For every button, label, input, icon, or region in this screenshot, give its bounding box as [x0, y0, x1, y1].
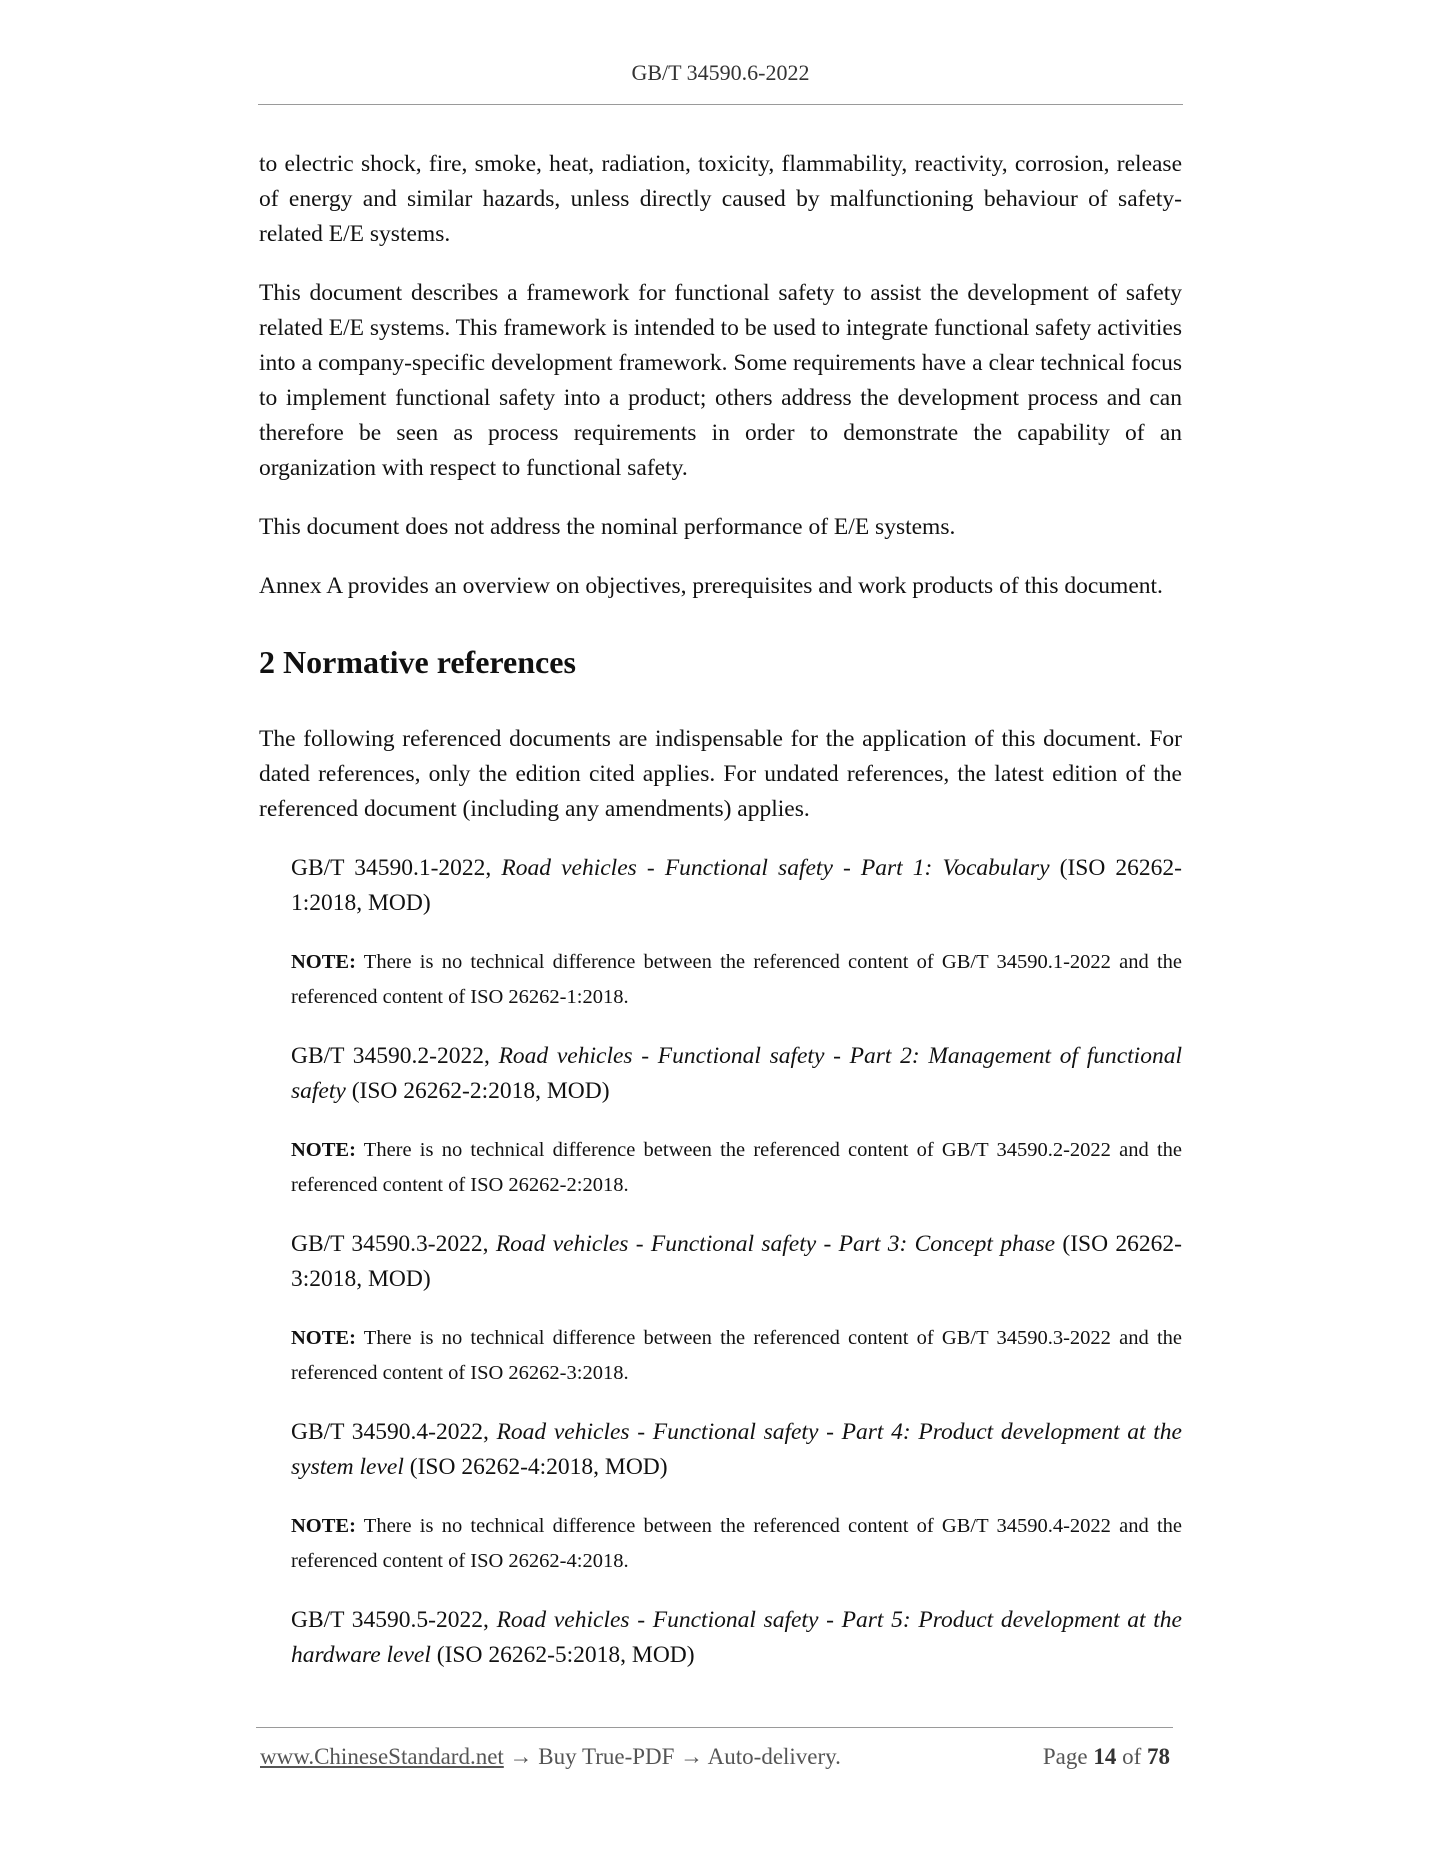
website-link[interactable]: www.ChineseStandard.net [260, 1744, 504, 1769]
reference-title: Road vehicles - Functional safety - Part 4: Product development at the system level [291, 1419, 1182, 1480]
reference-suffix: (ISO 26262-2:2018, MOD) [345, 1078, 610, 1104]
reference-code: GB/T 34590.3-2022, [291, 1231, 496, 1257]
reference-entry [291, 1039, 1182, 1109]
reference-suffix: (ISO 26262-5:2018, MOD) [430, 1642, 695, 1668]
reference-code: GB/T 34590.1-2022, [291, 855, 502, 881]
page-header-title: GB/T 34590.6-2022 [631, 60, 810, 85]
footer-promo-text: → Buy True-PDF → Auto-delivery. [503, 1744, 841, 1769]
document-body [259, 147, 1182, 1697]
note-text: There is no technical difference between the referenced content of GB/T 34590.4-2022 and the referenced content of ISO 26262-4:2018. [291, 1515, 1182, 1572]
reference-code: GB/T 34590.5-2022, [291, 1607, 497, 1633]
reference-suffix: (ISO 26262-3:2018, MOD) [291, 1231, 1182, 1292]
paragraph: Annex A provides an overview on objectives, prerequisites and work products of this document. [259, 573, 1163, 599]
page-number [1043, 1744, 1170, 1770]
reference-suffix: (ISO 26262-4:2018, MOD) [403, 1454, 668, 1480]
reference-note [291, 1509, 1182, 1579]
page-total: 78 [1147, 1744, 1170, 1769]
paragraph: This document describes a framework for functional safety to assist the development of safety related E/E systems. This framework is intended to be used to integrate functional safety activities into a company-specific development framework. Some requirements have a clear technical focus to implement functional safety into a product; others address the development process and can therefore be seen as process requirements in order to demonstrate the capability of an organization with respect to functional safety. [259, 280, 1182, 481]
page-label: Page [1042, 1744, 1094, 1769]
reference-title: Road vehicles - Functional safety - Part 1: Vocabulary [501, 855, 1050, 881]
page-of: of [1116, 1744, 1147, 1769]
page-current: 14 [1093, 1744, 1117, 1769]
reference-title: Road vehicles - Functional safety - Part 3: Concept phase [495, 1231, 1056, 1257]
reference-title: Road vehicles - Functional safety - Part 5: Product development at the hardware level [291, 1607, 1182, 1668]
page-footer [260, 1744, 1170, 1770]
footer-promo [260, 1744, 841, 1770]
footer-divider [256, 1727, 1173, 1728]
note-text: There is no technical difference between the referenced content of GB/T 34590.3-2022 and the referenced content of ISO 26262-3:2018. [291, 1327, 1182, 1384]
reference-note [291, 945, 1182, 1015]
reference-code: GB/T 34590.2-2022, [291, 1043, 499, 1069]
reference-title: Road vehicles - Functional safety - Part 2: Management of functional safety [291, 1043, 1182, 1104]
reference-code: GB/T 34590.4-2022, [291, 1419, 497, 1445]
reference-note [291, 1321, 1182, 1391]
reference-entry [291, 1603, 1182, 1673]
paragraph: to electric shock, fire, smoke, heat, radiation, toxicity, flammability, reactivity, corrosion, release of energy and similar hazards, unless directly caused by malfunctioning behaviour of safety-related E/E systems. [259, 151, 1182, 247]
note-label: NOTE: [291, 1139, 356, 1161]
reference-entry [291, 1227, 1182, 1297]
note-label: NOTE: [291, 951, 356, 973]
reference-note [291, 1133, 1182, 1203]
reference-entry [291, 1415, 1182, 1485]
paragraph: This document does not address the nominal performance of E/E systems. [259, 514, 956, 540]
note-label: NOTE: [291, 1327, 356, 1349]
note-text: There is no technical difference between the referenced content of GB/T 34590.2-2022 and the referenced content of ISO 26262-2:2018. [291, 1139, 1182, 1196]
header-divider [258, 104, 1183, 105]
reference-suffix: (ISO 26262-1:2018, MOD) [291, 855, 1182, 916]
note-label: NOTE: [291, 1515, 356, 1537]
reference-entry [291, 851, 1182, 921]
note-text: There is no technical difference between the referenced content of GB/T 34590.1-2022 and the referenced content of ISO 26262-1:2018. [291, 951, 1182, 1008]
section-heading: 2 Normative references [259, 644, 576, 680]
section-intro: The following referenced documents are indispensable for the application of this document. For dated references, only the edition cited applies. For undated references, the latest edition of the referenced document (including any amendments) applies. [259, 726, 1182, 822]
